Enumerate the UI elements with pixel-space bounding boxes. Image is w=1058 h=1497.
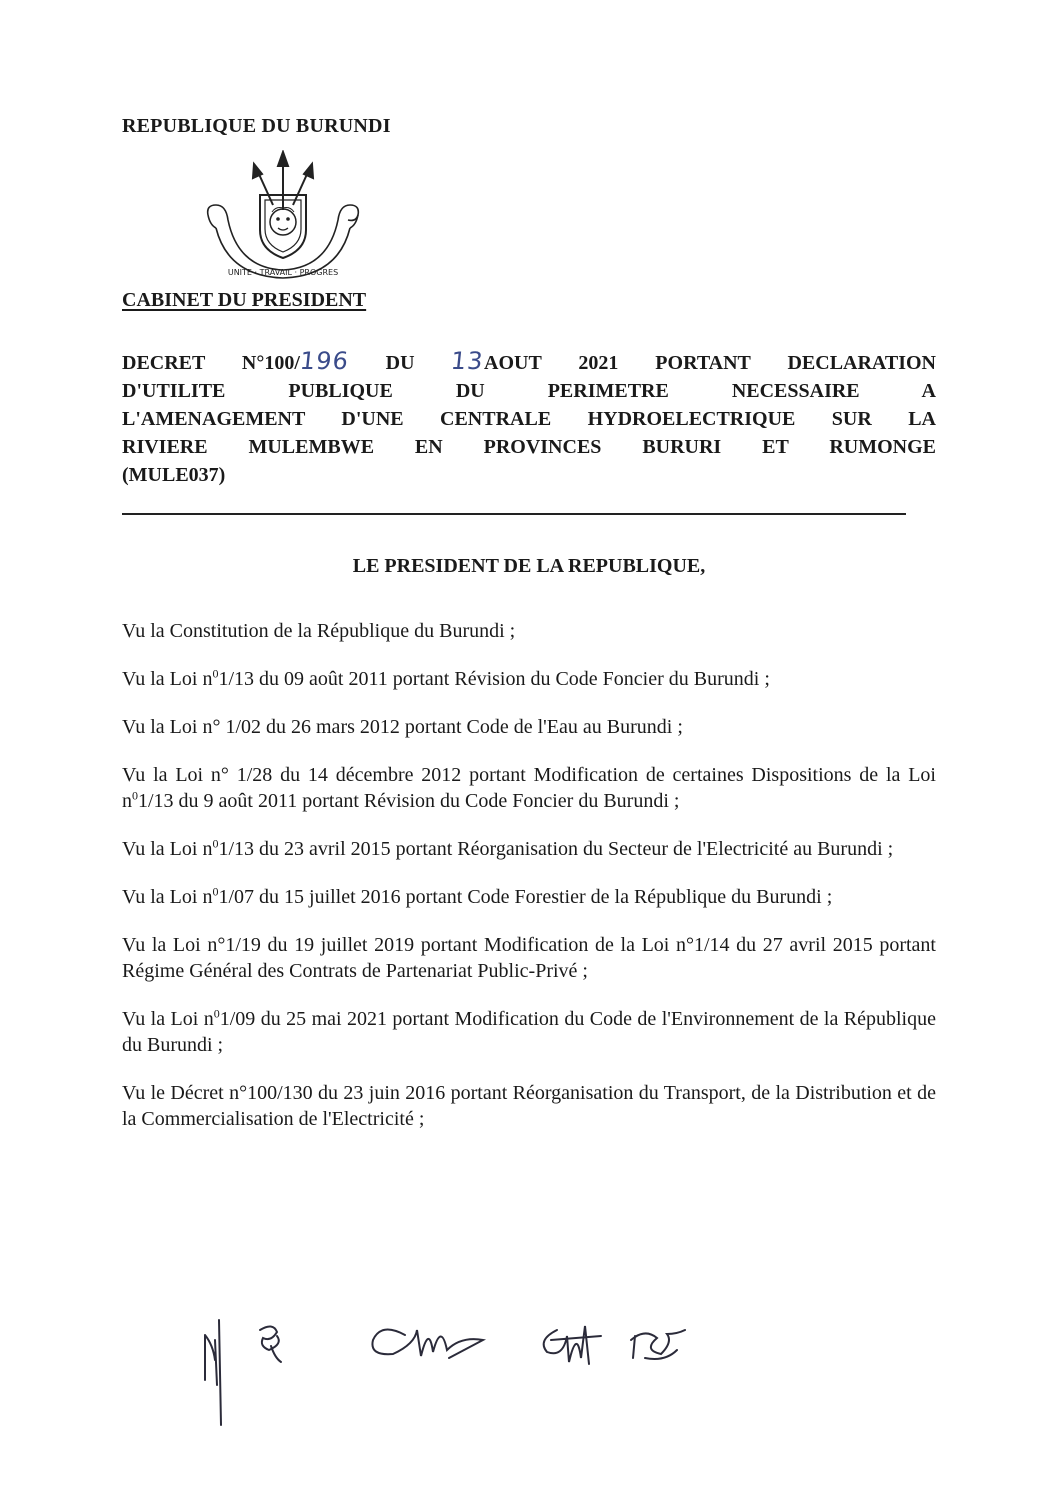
initial-2 xyxy=(260,1326,281,1362)
recital-text: Vu le Décret n°100/130 du 23 juin 2016 portant Réorganisation du Transport, de la Distribution et de la Commercialisation de l'Electricité ; xyxy=(122,1082,936,1130)
decree-title-line-5: (MULE037) xyxy=(122,464,226,486)
recital-text: 1/09 du 25 mai 2021 portant Modification du Code de l'Environnement de la République du Burundi ; xyxy=(122,1008,936,1056)
recital-text: Vu la Loi n xyxy=(122,668,213,690)
president-heading: LE PRESIDENT DE LA REPUBLIQUE, xyxy=(352,555,706,577)
recital-2 xyxy=(122,666,936,692)
initial-5 xyxy=(631,1330,685,1359)
recital-6 xyxy=(122,884,936,910)
recital-text: Vu la Loi n xyxy=(122,1008,214,1030)
decree-title-line-4: RIVIERE MULEMBWE EN PROVINCES BURURI ET RUMONGE xyxy=(122,436,936,458)
handwritten-day: 13 xyxy=(450,347,486,375)
decree-title-line-1 xyxy=(122,347,936,377)
superscript: 0 xyxy=(132,788,138,803)
coat-of-arms-emblem xyxy=(198,150,368,280)
recital-text: Vu la Loi n xyxy=(122,838,213,860)
recital-1 xyxy=(122,618,936,644)
recital-text: Vu la Constitution de la République du Burundi ; xyxy=(122,620,516,642)
superscript: 0 xyxy=(212,884,219,899)
handwritten-initials xyxy=(185,1300,725,1430)
recitals-list xyxy=(122,618,936,1132)
handwritten-decree-number: 196 xyxy=(298,347,351,375)
decree-title xyxy=(122,347,936,489)
superscript: 0 xyxy=(212,666,219,681)
recital-4 xyxy=(122,762,936,814)
svg-text:UNITE · TRAVAIL · PROGRES: UNITE · TRAVAIL · PROGRES xyxy=(227,268,339,277)
recital-text: 1/13 du 23 avril 2015 portant Réorganisation du Secteur de l'Electricité au Burundi ; xyxy=(218,838,894,860)
recital-8 xyxy=(122,1006,936,1058)
country-heading: REPUBLIQUE DU BURUNDI xyxy=(122,115,391,137)
recital-7 xyxy=(122,932,936,984)
recital-text: 1/13 du 9 août 2011 portant Révision du Code Foncier du Burundi ; xyxy=(138,790,680,812)
recital-5 xyxy=(122,836,936,862)
superscript: 0 xyxy=(212,836,219,851)
title-divider xyxy=(122,513,906,515)
recital-text: Vu la Loi n° 1/02 du 26 mars 2012 portant Code de l'Eau au Burundi ; xyxy=(122,716,683,738)
recital-9 xyxy=(122,1080,936,1132)
signature-3 xyxy=(372,1330,483,1358)
cabinet-heading: CABINET DU PRESIDENT xyxy=(122,289,367,311)
initial-1 xyxy=(205,1320,221,1425)
decree-du: DU xyxy=(348,352,452,374)
decree-title-line-3: L'AMENAGEMENT D'UNE CENTRALE HYDROELECTRIQUE SUR LA xyxy=(122,408,936,430)
recital-text: Vu la Loi n°1/19 du 19 juillet 2019 portant Modification de la Loi n°1/14 du 27 avril 2015 portant Régime Général des Contrats de Partenariat Public-Privé ; xyxy=(122,934,936,982)
recital-3 xyxy=(122,714,936,740)
signature-4 xyxy=(544,1326,601,1364)
decree-title-line-2: D'UTILITE PUBLIQUE DU PERIMETRE NECESSAIRE A xyxy=(122,380,936,402)
recital-text: Vu la Loi n xyxy=(122,886,213,908)
decree-date-rest: AOUT 2021 PORTANT DECLARATION xyxy=(484,352,936,374)
superscript: 0 xyxy=(213,1006,220,1021)
decree-prefix: DECRET N°100/ xyxy=(122,352,300,374)
recital-text: 1/07 du 15 juillet 2016 portant Code Forestier de la République du Burundi ; xyxy=(218,886,833,908)
recital-text: 1/13 du 09 août 2011 portant Révision du Code Foncier du Burundi ; xyxy=(218,668,770,690)
recital-text: Vu la Loi n° 1/28 du 14 décembre 2012 portant Modification de certaines Dispositions de la Loi n xyxy=(122,764,936,812)
